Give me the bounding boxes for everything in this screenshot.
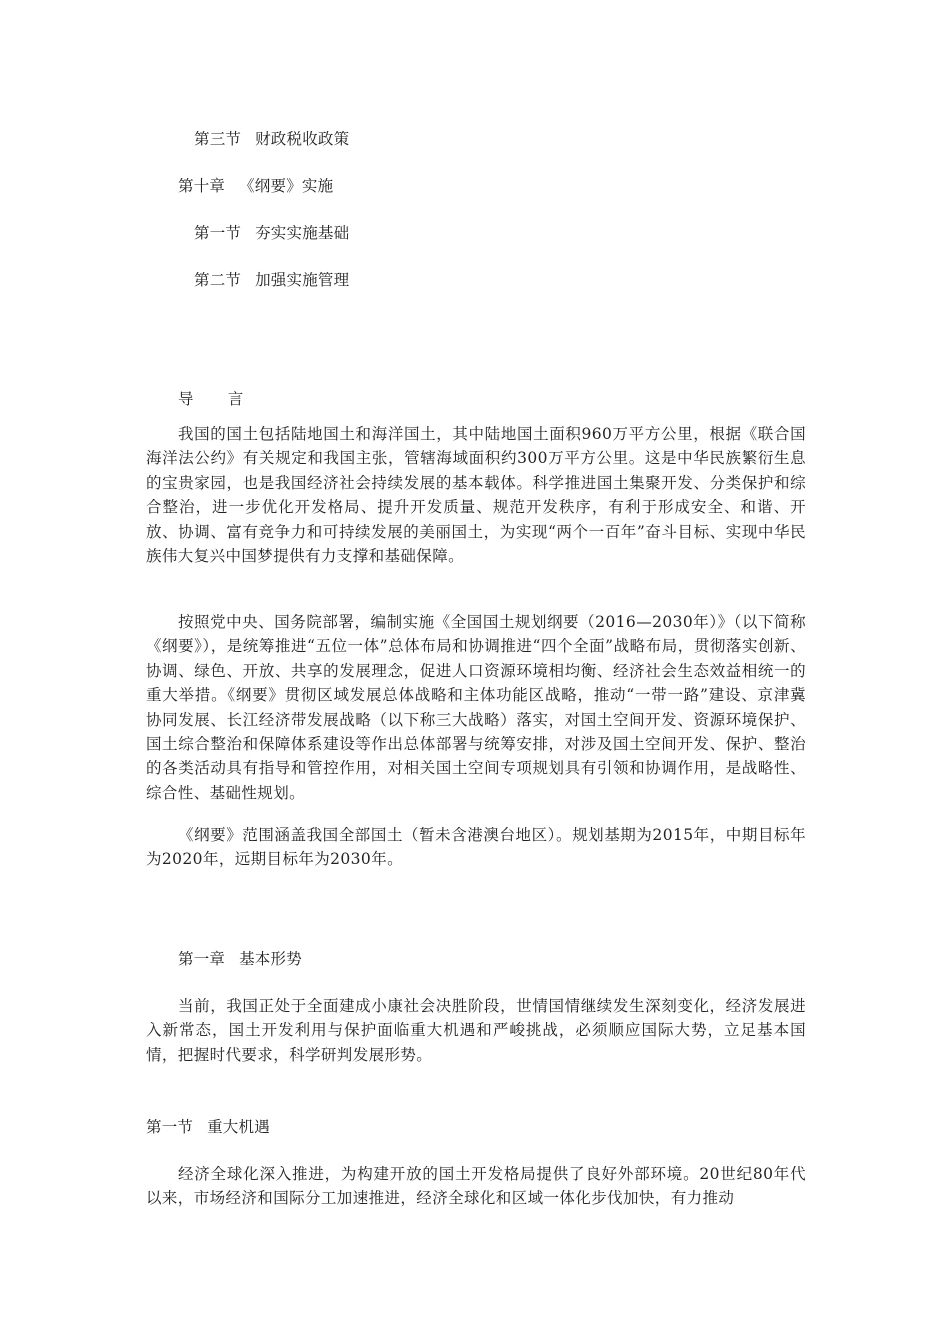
intro-paragraph: 按照党中央、国务院部署，编制实施《全国国土规划纲要（2016—2030年）》（以下简称《纲要》），是统筹推进“五位一体”总体布局和协调推进“四个全面”战略布局，贯彻落实创新、协调、绿色、开放、共享的发展理念，促进人口资源环境相均衡、经济社会生态效益相统一的重大举措。《纲要》贯彻区域发展总体战略和主体功能区战略，推动“一带一路”建设、京津冀协同发展、长江经济带发展战略（以下称三大战略）落实，对国土空间开发、资源环境保护、国土综合整治和保障体系建设等作出总体部署与统筹安排，对涉及国土空间开发、保护、整治的各类活动具有指导和管控作用，对相关国土空间专项规划具有引领和协调作用，是战略性、综合性、基础性规划。 xyxy=(146,613,806,802)
intro-paragraph: 《纲要》范围涵盖我国全部国土（暂未含港澳台地区）。规划基期为2015年，中期目标年为2020年，远期目标年为2030年。 xyxy=(146,826,806,869)
chapter-label: 第一章 xyxy=(178,950,226,968)
toc-entry xyxy=(194,268,349,292)
toc-entry-title: 《纲要》实施 xyxy=(239,177,334,195)
intro-paragraph: 我国的国土包括陆地国土和海洋国土，其中陆地国土面积960万平方公里，根据《联合国海洋法公约》有关规定和我国主张，管辖海域面积约300万平方公里。这是中华民族繁衍生息的宝贵家园，也是我国经济社会持续发展的基本载体。科学推进国土集聚开发、分类保护和综合整治，进一步优化开发格局、提升开发质量、规范开发秩序，有利于形成安全、和谐、开放、协调、富有竞争力和可持续发展的美丽国土，为实现“两个一百年”奋斗目标、实现中华民族伟大复兴中国梦提供有力支撑和基础保障。 xyxy=(146,425,806,566)
section-heading xyxy=(146,1115,270,1139)
toc-entry xyxy=(194,127,349,151)
toc-entry-label: 第二节 xyxy=(194,271,242,289)
chapter-title: 基本形势 xyxy=(239,950,302,968)
toc-entry-label: 第十章 xyxy=(178,177,226,195)
toc-entry-title: 财政税收政策 xyxy=(255,130,350,148)
section-paragraph: 经济全球化深入推进，为构建开放的国土开发格局提供了良好外部环境。20世纪80年代以来，市场经济和国际分工加速推进，经济全球化和区域一体化步伐加快，有力推动 xyxy=(146,1165,806,1208)
intro-heading-char: 言 xyxy=(227,390,244,408)
intro-heading xyxy=(178,387,243,411)
section-label: 第一节 xyxy=(146,1118,194,1136)
toc-entry xyxy=(194,221,349,245)
toc-entry-label: 第三节 xyxy=(194,130,242,148)
toc-entry xyxy=(178,174,333,198)
toc-entry-title: 夯实实施基础 xyxy=(255,224,350,242)
section-title: 重大机遇 xyxy=(207,1118,270,1136)
intro-heading-char: 导 xyxy=(178,390,194,408)
chapter-heading xyxy=(178,947,302,971)
chapter-paragraph: 当前，我国正处于全面建成小康社会决胜阶段，世情国情继续发生深刻变化，经济发展进入新常态，国土开发利用与保护面临重大机遇和严峻挑战，必须顺应国际大势，立足基本国情，把握时代要求，科学研判发展形势。 xyxy=(146,997,806,1064)
toc-entry-title: 加强实施管理 xyxy=(255,271,350,289)
toc-entry-label: 第一节 xyxy=(194,224,242,242)
